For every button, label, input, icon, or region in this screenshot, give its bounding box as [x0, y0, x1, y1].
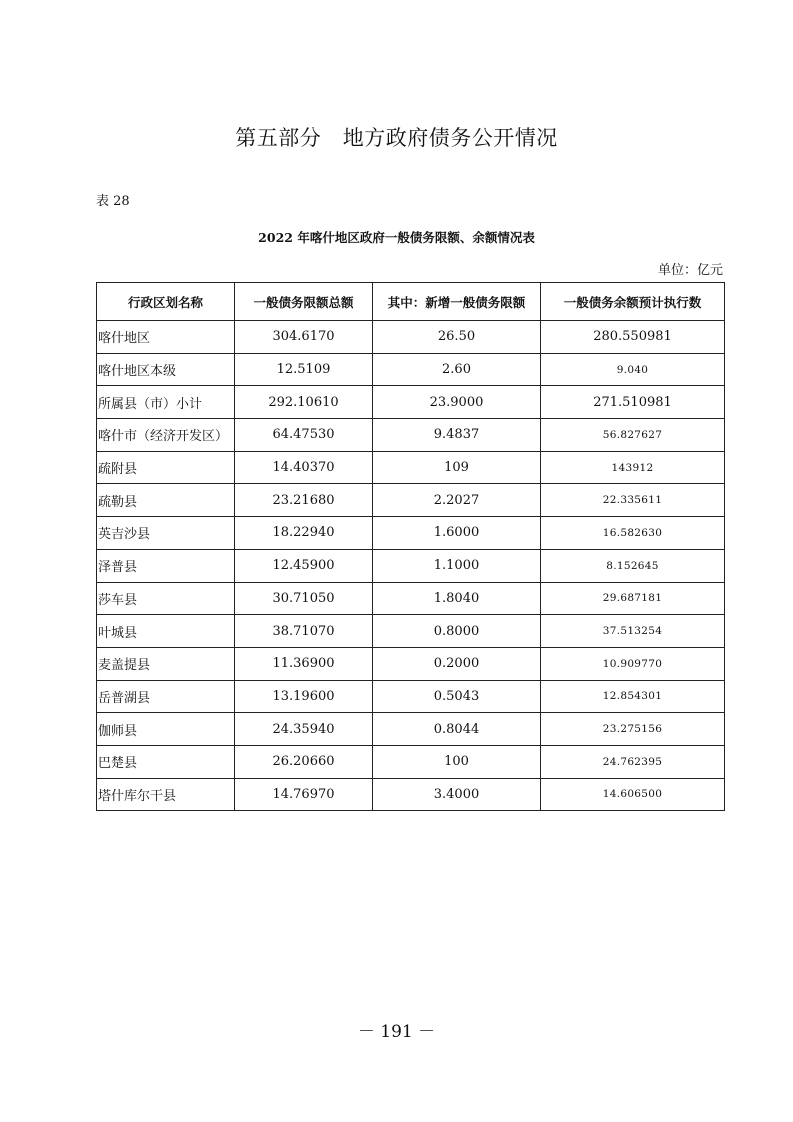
region-name-cell: 疏附县 [97, 451, 235, 484]
new-limit-cell: 1.1000 [373, 549, 541, 582]
balance-cell: 8.152645 [541, 549, 725, 582]
limit-total-cell: 23.21680 [235, 484, 373, 517]
balance-cell: 10.909770 [541, 647, 725, 680]
table-row [97, 419, 725, 452]
new-limit-cell: 109 [373, 451, 541, 484]
limit-total-cell: 292.10610 [235, 386, 373, 419]
balance-cell: 143912 [541, 451, 725, 484]
region-name-cell: 喀什地区本级 [97, 353, 235, 386]
table-row [97, 484, 725, 517]
page-number: － 191 － [357, 1022, 436, 1042]
balance-cell: 37.513254 [541, 615, 725, 648]
table-row [97, 713, 725, 746]
limit-total-cell: 304.6170 [235, 321, 373, 354]
region-name-cell: 莎车县 [97, 582, 235, 615]
table-row [97, 451, 725, 484]
table-row [97, 386, 725, 419]
table-row [97, 778, 725, 811]
limit-total-cell: 14.40370 [235, 451, 373, 484]
table-row [97, 680, 725, 713]
region-name-cell: 疏勒县 [97, 484, 235, 517]
balance-cell: 23.275156 [541, 713, 725, 746]
limit-total-cell: 18.22940 [235, 517, 373, 550]
balance-cell: 24.762395 [541, 745, 725, 778]
new-limit-cell: 9.4837 [373, 419, 541, 452]
new-limit-cell: 0.8000 [373, 615, 541, 648]
limit-total-cell: 12.5109 [235, 353, 373, 386]
header-region-name: 行政区划名称 [97, 283, 235, 321]
table-row [97, 321, 725, 354]
region-name-cell: 麦盖提县 [97, 647, 235, 680]
table-row [97, 582, 725, 615]
new-limit-cell: 1.8040 [373, 582, 541, 615]
region-name-cell: 喀什市（经济开发区） [97, 419, 235, 452]
region-name-cell: 伽师县 [97, 713, 235, 746]
new-limit-cell: 2.60 [373, 353, 541, 386]
new-limit-cell: 0.8044 [373, 713, 541, 746]
table-row [97, 517, 725, 550]
region-name-cell: 岳普湖县 [97, 680, 235, 713]
table-row [97, 549, 725, 582]
table-row [97, 615, 725, 648]
balance-cell: 56.827627 [541, 419, 725, 452]
table-title: 2022 年喀什地区政府一般债务限额、余额情况表 [258, 230, 535, 245]
limit-total-cell: 30.71050 [235, 582, 373, 615]
table-header-row [97, 283, 725, 321]
header-limit-total: 一般债务限额总额 [235, 283, 373, 321]
new-limit-cell: 1.6000 [373, 517, 541, 550]
balance-cell: 12.854301 [541, 680, 725, 713]
balance-cell: 280.550981 [541, 321, 725, 354]
part-title: 第五部分 地方政府债务公开情况 [235, 126, 558, 150]
new-limit-cell: 0.5043 [373, 680, 541, 713]
balance-cell: 14.606500 [541, 778, 725, 811]
region-name-cell: 叶城县 [97, 615, 235, 648]
new-limit-cell: 100 [373, 745, 541, 778]
region-name-cell: 塔什库尔干县 [97, 778, 235, 811]
table-row [97, 745, 725, 778]
limit-total-cell: 64.47530 [235, 419, 373, 452]
debt-table [96, 282, 725, 811]
region-name-cell: 巴楚县 [97, 745, 235, 778]
region-name-cell: 泽普县 [97, 549, 235, 582]
header-balance: 一般债务余额预计执行数 [541, 283, 725, 321]
table-row [97, 647, 725, 680]
balance-cell: 9.040 [541, 353, 725, 386]
limit-total-cell: 14.76970 [235, 778, 373, 811]
new-limit-cell: 2.2027 [373, 484, 541, 517]
header-new-limit: 其中：新增一般债务限额 [373, 283, 541, 321]
balance-cell: 271.510981 [541, 386, 725, 419]
table-row [97, 353, 725, 386]
limit-total-cell: 12.45900 [235, 549, 373, 582]
new-limit-cell: 0.2000 [373, 647, 541, 680]
balance-cell: 16.582630 [541, 517, 725, 550]
limit-total-cell: 11.36900 [235, 647, 373, 680]
new-limit-cell: 3.4000 [373, 778, 541, 811]
limit-total-cell: 24.35940 [235, 713, 373, 746]
new-limit-cell: 26.50 [373, 321, 541, 354]
region-name-cell: 喀什地区 [97, 321, 235, 354]
limit-total-cell: 38.71070 [235, 615, 373, 648]
balance-cell: 22.335611 [541, 484, 725, 517]
region-name-cell: 英吉沙县 [97, 517, 235, 550]
new-limit-cell: 23.9000 [373, 386, 541, 419]
unit-label: 单位：亿元 [657, 263, 723, 278]
limit-total-cell: 26.20660 [235, 745, 373, 778]
table-number: 表 28 [96, 194, 130, 209]
balance-cell: 29.687181 [541, 582, 725, 615]
limit-total-cell: 13.19600 [235, 680, 373, 713]
region-name-cell: 所属县（市）小计 [97, 386, 235, 419]
